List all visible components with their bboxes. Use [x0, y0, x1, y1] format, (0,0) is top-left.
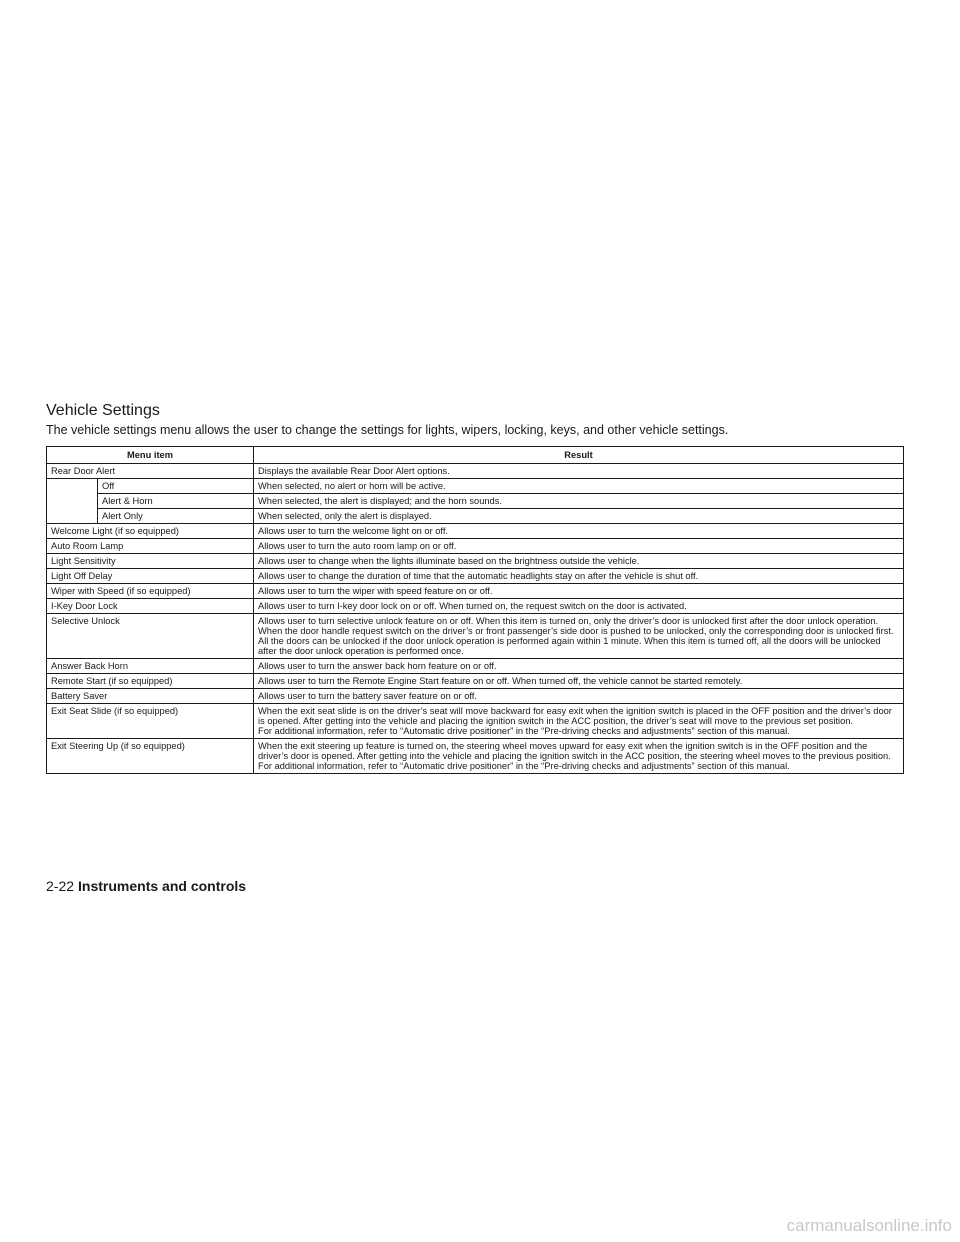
result-cell: Allows user to turn I-key door lock on or off. When turned on, the request switch on the door is activated.	[254, 599, 904, 614]
result-cell: Allows user to turn the battery saver feature on or off.	[254, 689, 904, 704]
table-row	[47, 524, 904, 539]
result-cell: When selected, no alert or horn will be active.	[254, 479, 904, 494]
table-row	[47, 494, 904, 509]
result-cell: Allows user to turn the Remote Engine Start feature on or off. When turned off, the vehicle cannot be started remotely.	[254, 674, 904, 689]
result-cell: Allows user to turn the wiper with speed feature on or off.	[254, 584, 904, 599]
table-row	[47, 689, 904, 704]
menu-item-cell: Selective Unlock	[47, 614, 254, 659]
result-text: When the exit seat slide is on the driver’s seat will move backward for easy exit when the ignition switch is placed in the OFF position and the driver’s door is opened. After getting into the vehicle and placing the ignition switch in the ACC position, the driver’s seat will move to the previous set position.	[258, 706, 892, 726]
page-number: 2-22	[46, 878, 75, 894]
menu-item-cell: Remote Start (if so equipped)	[47, 674, 254, 689]
indent-cell	[47, 479, 98, 524]
table-row	[47, 704, 904, 739]
table-row	[47, 569, 904, 584]
menu-item-cell: Light Sensitivity	[47, 554, 254, 569]
sub-menu-item-cell: Off	[98, 479, 254, 494]
menu-item-cell: Wiper with Speed (if so equipped)	[47, 584, 254, 599]
menu-item-cell: Battery Saver	[47, 689, 254, 704]
table-row	[47, 509, 904, 524]
menu-item-cell: Exit Seat Slide (if so equipped)	[47, 704, 254, 739]
table-row	[47, 659, 904, 674]
table-row	[47, 464, 904, 479]
sub-menu-item-cell: Alert & Horn	[98, 494, 254, 509]
table-row	[47, 739, 904, 774]
menu-item-cell: Rear Door Alert	[47, 464, 254, 479]
result-cell: When selected, only the alert is displayed.	[254, 509, 904, 524]
section-intro: The vehicle settings menu allows the user to change the settings for lights, wipers, locking, keys, and other vehicle settings.	[46, 423, 729, 437]
result-cell: Displays the available Rear Door Alert options.	[254, 464, 904, 479]
section-title: Vehicle Settings	[46, 402, 160, 419]
table-row	[47, 584, 904, 599]
header-menu-item: Menu item	[47, 447, 254, 464]
result-cell: Allows user to turn selective unlock feature on or off. When this item is turned on, only the driver’s door is unlocked first after the door unlock operation. When the door handle request switch on the driver’s or front passenger’s side door is pushed to be unlocked, only the corresponding door is unlocked first. All the doors can be unlocked if the door unlock operation is performed again within 1 minute. When this item is turned off, all the doors will be unlocked after the door unlock operation is performed once.	[254, 614, 904, 659]
result-note: For additional information, refer to “Automatic drive positioner” in the “Pre-driving checks and adjustments” section of this manual.	[258, 726, 790, 736]
menu-item-cell: Exit Steering Up (if so equipped)	[47, 739, 254, 774]
result-cell: When selected, the alert is displayed; and the horn sounds.	[254, 494, 904, 509]
table-row	[47, 479, 904, 494]
table-row	[47, 539, 904, 554]
table-header-row	[47, 447, 904, 464]
menu-item-cell: Answer Back Horn	[47, 659, 254, 674]
result-cell: Allows user to turn the auto room lamp on or off.	[254, 539, 904, 554]
table-row	[47, 554, 904, 569]
chapter-title: Instruments and controls	[78, 878, 247, 894]
page-footer	[46, 878, 246, 894]
result-cell: Allows user to turn the answer back horn feature on or off.	[254, 659, 904, 674]
menu-item-cell: Welcome Light (if so equipped)	[47, 524, 254, 539]
result-cell: Allows user to change when the lights illuminate based on the brightness outside the vehicle.	[254, 554, 904, 569]
result-cell	[254, 739, 904, 774]
result-cell	[254, 704, 904, 739]
settings-table	[46, 446, 904, 774]
table-row	[47, 614, 904, 659]
menu-item-cell: I-Key Door Lock	[47, 599, 254, 614]
menu-item-cell: Light Off Delay	[47, 569, 254, 584]
table-row	[47, 674, 904, 689]
result-cell: Allows user to turn the welcome light on or off.	[254, 524, 904, 539]
table-row	[47, 599, 904, 614]
result-text: When the exit steering up feature is turned on, the steering wheel moves upward for easy exit when the ignition switch is in the OFF position and the driver’s door is opened. After getting into the vehicle and placing the ignition switch in the ACC position, the steering wheel moves to the previous position.	[258, 741, 891, 761]
result-note: For additional information, refer to “Automatic drive positioner” in the “Pre-driving checks and adjustments” section of this manual.	[258, 761, 790, 771]
watermark: carmanualsonline.info	[786, 1216, 952, 1235]
result-cell: Allows user to change the duration of time that the automatic headlights stay on after the vehicle is shut off.	[254, 569, 904, 584]
sub-menu-item-cell: Alert Only	[98, 509, 254, 524]
menu-item-cell: Auto Room Lamp	[47, 539, 254, 554]
header-result: Result	[254, 447, 904, 464]
